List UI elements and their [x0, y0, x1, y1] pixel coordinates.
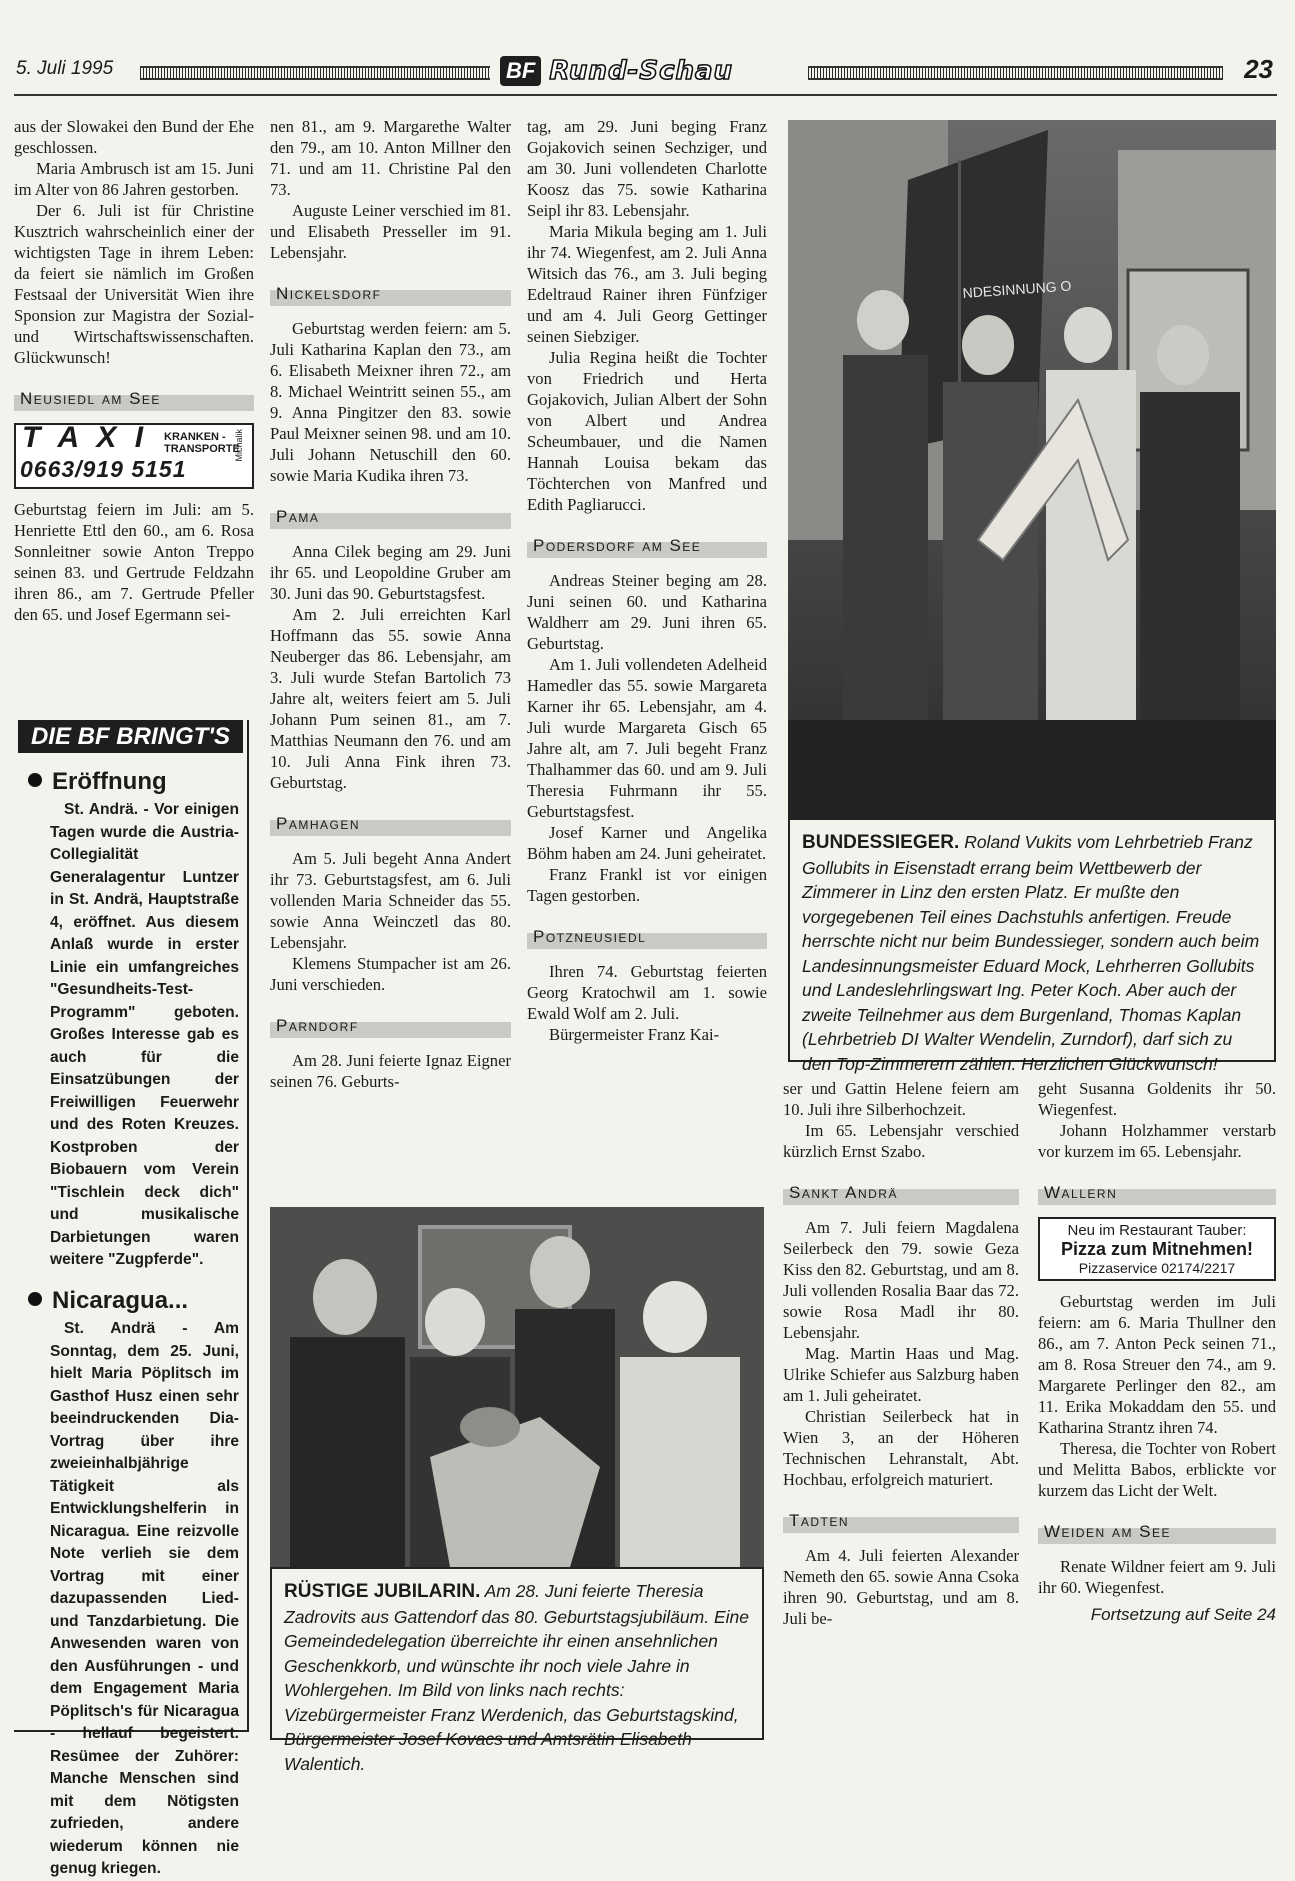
issue-date: 5. Juli 1995 [16, 58, 114, 79]
caption-text: Roland Vukits vom Lehrbetrieb Franz Gollubits in Eisenstadt errang beim Wettbewerb der Zimmerer in Linz den ersten Platz. Er mußte den vorgegebenen Teil eines Dachstuhls anfertigen. Freude herrschte nicht nur beim Bundessieger, sondern auch beim Landesinnungsmeister Eduard Mock, Lehrherren Gollubits und Landeslehrlingswart Ing. Peter Koch. Aber auch der zweite Teilnehmer aus dem Burgenland, Thomas Kaplan (Lehrbetrieb DI Walter Wendelin, Zurndorf), darf sich zu den Top-Zimmerern zählen. Herzlichen Glückwunsch! [802, 832, 1260, 1074]
article-text: Am 2. Juli erreichten Karl Hoffmann das 55. sowie Anna Neuberger das 86. Lebensjahr, am 3. Juli wurde Stefan Bartolich 73 Jahre alt, weiters feiert am 5. Juli Johann Pum seinen 81., am 7. Matthias Neumann den 76. und am 10. Juli Anna Fink ihren 73. Geburtstag. [270, 605, 511, 792]
article-text: Geburtstag werden im Juli feiern: am 6. Maria Thullner den 86., am 7. Anton Peck seinen 71., am 8. Rosa Streuer den 74., am 9. Margarete Perlinger den 82., am 11. Erika Mokaddam den 55. und Katharina Strantz ihren 74. [1038, 1292, 1276, 1437]
article-text: geht Susanna Goldenits ihr 50. Wiegenfest. [1038, 1079, 1276, 1119]
bf-bringts-box [14, 720, 249, 1877]
section-heading-pamhagen: Pamhagen [270, 809, 511, 836]
header-divider [14, 94, 1277, 96]
article-text: nen 81., am 9. Margarethe Walter den 79., am 10. Anton Millner den 71. und am 11. Christine Pal den 73. [270, 117, 511, 199]
caption-text: Am 28. Juni feierte Theresia Zadrovits aus Gattendorf das 80. Geburtstagsjubiläum. Eine Gemeindedelegation überreichte ihr einen ansehnlichen Geschenkkorb, und wünschte ihr noch viele Jahre in Wohlergehen. Im Bild von links nach rechts: Vizebürgermeister Franz Werdenich, das Geburtstagskind, Bürgermeister Josef Kovacs und Amtsrätin Elisabeth Walentich. [284, 1581, 749, 1774]
section-heading-podersdorf: Podersdorf am See [527, 531, 767, 558]
header-rule-right [808, 66, 1223, 80]
article-text: Maria Mikula beging am 1. Juli ihr 74. Wiegenfest, am 2. Juli Anna Witsich das 76., am 3. Juli beging Edeltraud Rainer ihren Fünfziger und am 4. Juli Georg Gettinger seinen Siebziger. [527, 222, 767, 346]
section-heading-weiden: Weiden am See [1038, 1517, 1276, 1544]
page-number: 23 [1244, 54, 1273, 84]
article-text: Geburtstag feiern im Juli: am 5. Henriette Ettl den 60., am 6. Rosa Sonnleitner sowie Anton Treppo seinen 83. und Gertrude Feldzahn ihren 86., am 7. Gertrude Pfeller den 65. und Josef Egermann sei- [14, 500, 254, 624]
photo-jubilarin [270, 1207, 764, 1567]
article-text: Christian Seilerbeck hat in Wien 3, an der Höheren Technischen Lehranstalt, Abt. Hochbau, erfolgreich maturiert. [783, 1407, 1019, 1489]
article-text: Auguste Leiner verschied im 81. und Elisabeth Presseller im 91. Lebensjahr. [270, 201, 511, 262]
column-1 [14, 116, 254, 625]
banner-text: NDESINNUNG O [962, 277, 1072, 301]
caption-bundessieger [788, 818, 1276, 1074]
article-text: tag, am 29. Juni beging Franz Gojakovich seinen Sechziger, und am 30. Juni vollendeten Charlotte Koosz das 75. sowie Katharina Seipl ihr 83. Lebensjahr. [527, 117, 767, 220]
photo-jubilarin-image [270, 1207, 764, 1567]
article-text: Geburtstag werden feiern: am 5. Juli Katharina Kaplan den 73., am 6. Elisabeth Meixner ihren 72., am 8. Michael Weintritt seinen 55., am 9. Anna Pingitzer den 83. sowie Paul Meixner seinen 98. und am 10. Juli Johann Netuschill den 60. sowie Maria Kudika ihren 73. [270, 319, 511, 485]
caption-jubilarin [270, 1567, 764, 1774]
column-5 [1038, 1078, 1276, 1625]
section-heading-wallern: Wallern [1038, 1178, 1276, 1205]
section-heading-pama: Pama [270, 502, 511, 529]
article-text: Anna Cilek beging am 29. Juni ihr 65. und Leopoldine Gruber am 30. Juni das 90. Geburtstagsfest. [270, 542, 511, 603]
section-heading-nickelsdorf: Nickelsdorf [270, 279, 511, 306]
article-text: Renate Wildner feiert am 9. Juli ihr 60. Wiegenfest. [1038, 1557, 1276, 1597]
bullet-icon [28, 1292, 42, 1306]
article-text: Am 28. Juni feierte Ignaz Eigner seinen 76. Geburts- [270, 1051, 511, 1091]
article-text: Am 5. Juli begeht Anna Andert ihr 73. Geburtstagsfest, am 6. Juli vollenden Maria Schneider das 55. sowie Anna Weinczetl das 80. Lebensjahr. [270, 849, 511, 952]
bf-bringts-heading: DIE BF BRINGT'S [18, 720, 243, 753]
article-text: Ihren 74. Geburtstag feierten Georg Kratochwil am 1. sowie Ewald Wolf am 2. Juli. [527, 962, 767, 1023]
article-text: Am 7. Juli feiern Magdalena Seilerbeck den 79. sowie Geza Kiss den 82. Geburtstag, und am 8. Juli vollenden Rosalia Baar das 72. sowie Rosa Madl ihr 80. Lebensjahr. [783, 1218, 1019, 1342]
rundschau-title: Rund-Schau [549, 56, 734, 86]
article-text: Am 4. Juli feierten Alexander Nemeth den 65. sowie Anna Csoka ihren 90. Geburtstag, und am 8. Juli be- [783, 1546, 1019, 1628]
article-text: Bürgermeister Franz Kai- [549, 1025, 720, 1044]
column-2 [270, 116, 511, 1092]
article-text: Klemens Stumpacher ist am 26. Juni verschieden. [270, 954, 511, 994]
bf-logo: BF [500, 56, 541, 86]
taxi-owner: Michalik [234, 429, 244, 462]
section-heading-potzneusiedl: Potzneusiedl [527, 922, 767, 949]
article-text: Franz Frankl ist vor einigen Tagen gestorben. [527, 865, 767, 905]
bf-item-text: St. Andrä - Am Sonntag, dem 25. Juni, hielt Maria Pöplitsch im Gasthof Husz einen sehr beeindruckenden Dia-Vortrag über ihre zweieinhalbjährige Tätigkeit als Entwicklungshelferin in Nicaragua. Eine reizvolle Note verlieh sie dem Vortrag mit einer dazupassenden Lied- und Tanzdarbietung. Die Anwesenden waren von den Ausführungen - und dem Engagement Maria Pöplitsch's für Nicaragua - hellauf begeistert. Resümee der Zuhörer: Manche Menschen sind mit dem Nötigsten zufrieden, andere wiederum können nie genug kriegen. [50, 1320, 239, 1877]
masthead-logo [500, 54, 733, 88]
article-text: Josef Karner und Angelika Böhm haben am 24. Juni geheiratet. [527, 823, 767, 863]
photo-bundessieger [788, 120, 1276, 818]
article-text: Mag. Martin Haas und Mag. Ulrike Schiefer aus Salzburg haben am 1. Juli geheiratet. [783, 1344, 1019, 1405]
caption-lead: RÜSTIGE JUBILARIN. [284, 1581, 481, 1602]
photo-bundessieger-image [788, 120, 1276, 818]
article-text: Theresa, die Tochter von Robert und Melitta Babos, erblickte vor kurzem das Licht der Welt. [1038, 1439, 1276, 1500]
continued-notice: Fortsetzung auf Seite 24 [1090, 1605, 1276, 1624]
article-text: ser und Gattin Helene feiern am 10. Juli ihre Silberhochzeit. [783, 1079, 1019, 1119]
article-text: Johann Holzhammer verstarb vor kurzem im 65. Lebensjahr. [1038, 1121, 1276, 1161]
article-text: Maria Ambrusch ist am 15. Juni im Alter von 86 Jahren gestorben. [14, 159, 254, 199]
article-text: Julia Regina heißt die Tochter von Friedrich und Herta Gojakovich, Julian Albert der Sohn von Albert und Andrea Scheumbauer, und die Namen Hannah Louisa bekam das Töchterchen von Manfred und Edith Pagliarucci. [527, 348, 767, 514]
section-heading-sankt-andrae: Sankt Andrä [783, 1178, 1019, 1205]
taxi-ad [14, 423, 254, 489]
bullet-icon [28, 773, 42, 787]
taxi-subtitle: KRANKEN - TRANSPORTE [164, 431, 240, 455]
article-text: Am 1. Juli vollendeten Adelheid Hamedler das 55. sowie Margareta Karner ihr 65. Lebensjahr, am 4. Juli wurde Margareta Gisch 65 Jahre alt, am 7. Juli begeht Franz Thalhammer das 60. und am 9. Juli Theresia Fuhrmann ihr 55. Geburtstagsfest. [527, 655, 767, 821]
section-heading-parndorf: Parndorf [270, 1011, 511, 1038]
caption-lead: BUNDESSIEGER. [802, 832, 960, 853]
bf-item-title: Eröffnung [28, 771, 247, 794]
column-4 [783, 1078, 1019, 1629]
bf-item-title: Nicaragua... [28, 1290, 247, 1313]
article-text: Im 65. Lebensjahr verschied kürzlich Ernst Szabo. [783, 1121, 1019, 1161]
article-text: Der 6. Juli ist für Christine Kusztrich wahrscheinlich einer der wichtigsten Tage in ihrem Leben: da feiert sie nämlich im Großen Festsaal der Universität Wien ihre Sponsion zur Magistra der Sozial- und Wirtschaftswissenschaften. Glückwunsch! [14, 201, 254, 367]
article-text: Andreas Steiner beging am 28. Juni seinen 60. und Katharina Waldherr am 29. Juni ihren 65. Geburtstag. [527, 571, 767, 653]
article-text: aus der Slowakei den Bund der Ehe geschlossen. [14, 117, 254, 157]
bf-item-text: St. Andrä. - Vor einigen Tagen wurde die Austria-Collegialität Generalagentur Luntzer in St. Andrä, Hauptstraße 4, eröffnet. Aus diesem Anlaß wurde in erster Linie ein umfangreiches "Gesundheits-Test-Programm" geboten. Großes Interesse gab es auch für die Einsatzübungen der Freiwilligen Feuerwehr und des Roten Kreuzes. Kostproben der Biobauern vom Verein "Tischlein deck dich" und musikalische Darbietungen waren weitere "Zugpferde". [50, 801, 239, 1268]
header-rule-left [140, 66, 490, 80]
taxi-word: T A X I [22, 421, 149, 454]
taxi-phone: 0663/919 5151 [20, 456, 187, 482]
section-heading-tadten: Tadten [783, 1506, 1019, 1533]
pizza-ad: Neu im Restaurant Tauber: Pizza zum Mitnehmen! Pizzaservice 02174/2217 [1038, 1217, 1276, 1281]
column-3 [527, 116, 767, 1045]
section-heading-neusiedl: Neusiedl am See [14, 384, 254, 411]
